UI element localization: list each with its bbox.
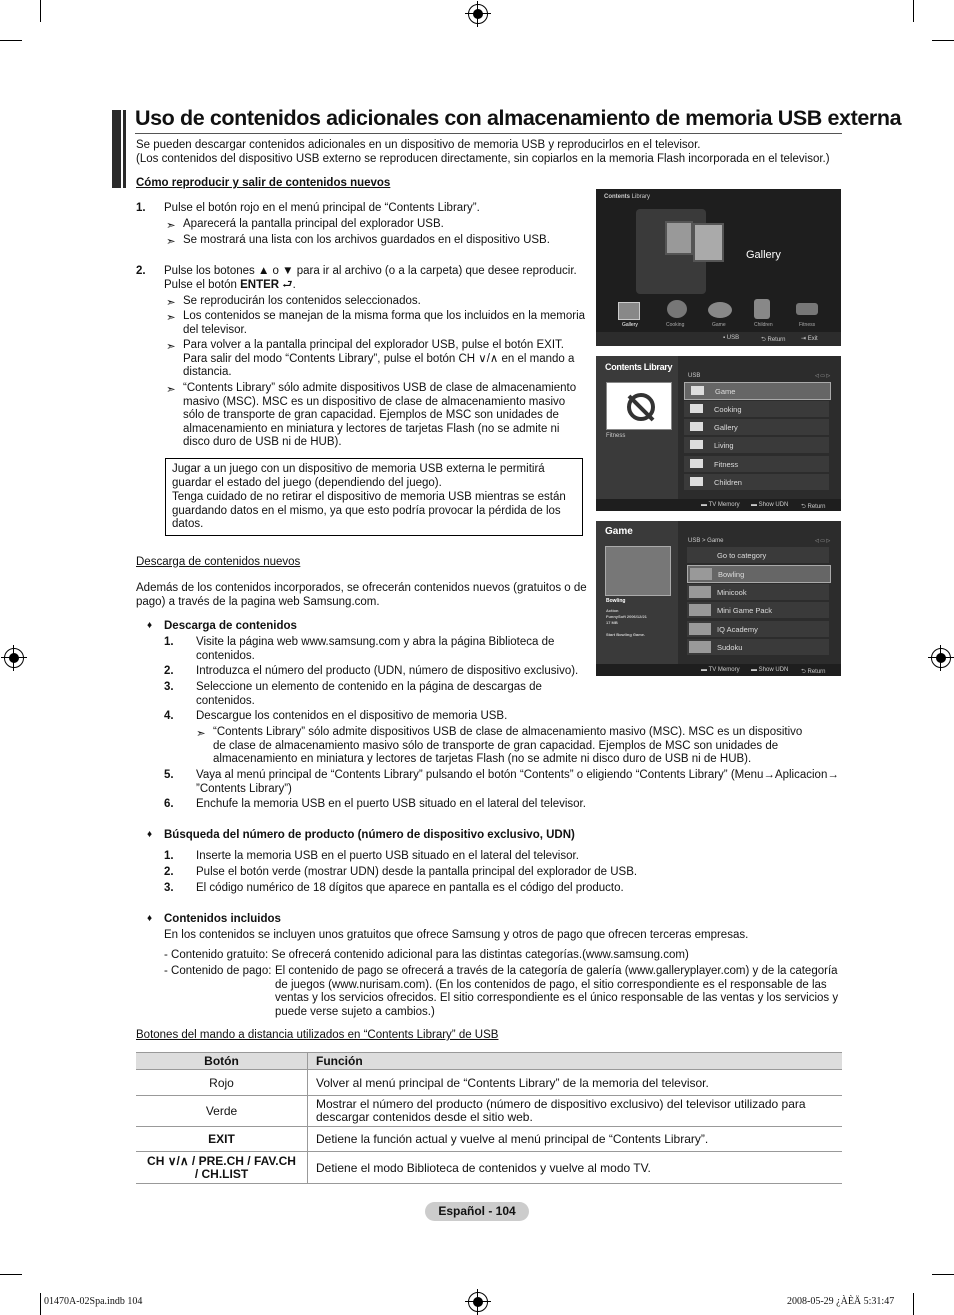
section-intro: Además de los contenidos incorporados, se ofrecerán contenidos nuevos (gratuitos o de pago) a través de la pagina web Samsung.com. (136, 582, 587, 608)
game-icon (708, 302, 732, 318)
fitness-icon (796, 303, 818, 315)
children-icon (754, 299, 770, 319)
bullet-title: Búsqueda del número de producto (número de dispositivo exclusivo, UDN) (164, 829, 575, 841)
registration-mark-bottom (468, 1292, 488, 1312)
table-cell: EXIT (136, 1127, 308, 1152)
table-cell: Verde (136, 1096, 308, 1127)
intro-line-1: Se pueden descargar contenidos adicionales en un dispositivo de memoria USB y reproducirlos en el televisor. (136, 139, 701, 151)
note-arrow-icon: ➣ (196, 728, 206, 740)
note-arrow-icon: ➣ (166, 384, 176, 396)
page-number: Español - 104 (425, 1202, 529, 1221)
cooking-icon (667, 300, 687, 318)
table-header: Función (308, 1053, 843, 1070)
page-title: Uso de contenidos adicionales con almacenamiento de memoria USB externa (135, 106, 902, 130)
note-arrow-icon: ➣ (166, 236, 176, 248)
note-arrow-icon: ➣ (166, 220, 176, 232)
table-cell: CH ∨/∧ / PRE.CH / FAV.CH / CH.LIST (136, 1152, 308, 1184)
picture-frame (693, 223, 724, 262)
note-arrow-icon: ➣ (166, 312, 176, 324)
bullet-icon: ♦ (147, 913, 153, 924)
step-number: 2. (136, 265, 146, 277)
title-rule (135, 133, 842, 134)
step-text: Pulse el botón rojo en el menú principal de “Contents Library”. (164, 202, 480, 214)
note-text: “Contents Library” sólo admite dispositivos USB de clase de almacenamiento masivo (MSC). MSC es un dispositivo de clase de almacenamiento masivo sólo de transporte de gran capacidad. Ejemplos de MSC son unidades de almacenamiento en miniatura y lectores de tarjetas Flash (no se admite ni disco duro de USB ni de HUB). (183, 382, 577, 448)
section-heading: Cómo reproducir y salir de contenidos nuevos (136, 177, 391, 189)
screenshot-contents-library-main: Contents Library Gallery Gallery Cooking Game Children Fitness ▪ USB ⮌ Return ⇥ Exit (596, 189, 841, 346)
table-header: Botón (136, 1053, 308, 1070)
bullet-title: Descarga de contenidos (164, 620, 297, 632)
bullet-icon: ♦ (147, 620, 153, 631)
gallery-icon (618, 302, 640, 320)
info-box-line: Tenga cuidado de no retirar el dispositivo de memoria USB mientras se están guardando datos en el mismo, ya que esto podría provocar la pérdida de los datos. (172, 491, 566, 530)
bullet-title: Contenidos incluidos (164, 913, 281, 925)
picture-frame (665, 221, 693, 255)
table-caption: Botones del mando a distancia utilizados en “Contents Library” de USB (136, 1029, 499, 1041)
note-arrow-icon: ➣ (166, 297, 176, 309)
table-cell: Detiene la función actual y vuelve al menú principal de “Contents Library”. (308, 1127, 843, 1152)
step-text: Pulse los botones ▲ o ▼ para ir al archivo (o a la carpeta) que desee reproducir. (164, 265, 577, 277)
step-number: 1. (136, 202, 146, 214)
screenshot-game-browser: Game Bowling Action FunnySoft 2006/12/21 17 MB Start Bowling Game. USB > Game ◁ ▭ ▷ Go to category Bowling Minicook Mini Game Pack IQ Academy Sudoku ▬ TV Memory ▬ Show UDN ⮌ Return (596, 521, 841, 676)
info-box-line: Jugar a un juego con un dispositivo de memoria USB externa le permitirá guardar el estado del juego (dependiendo del juego). (172, 463, 545, 489)
info-box (165, 458, 583, 536)
enter-icon: ⮐ (282, 279, 293, 291)
table-cell: Detiene el modo Biblioteca de contenidos y vuelve al modo TV. (308, 1152, 843, 1184)
registration-mark-top (468, 4, 488, 24)
bowling-image (605, 546, 671, 596)
note-text: Aparecerá la pantalla principal del explorador USB. (183, 218, 444, 230)
registration-mark-left (4, 648, 24, 668)
step-text-line2: Pulse el botón ENTER ⮐. (164, 279, 296, 291)
note-arrow-icon: ➣ (166, 341, 176, 353)
no-preview-icon (606, 382, 672, 430)
bullet-icon: ♦ (147, 829, 153, 840)
screenshot-usb-browser: Contents Library Fitness USB ◁ ▭ ▷ Game Cooking Gallery Living Fitness Children ▬ TV Memory ▬ Show UDN ⮌ Return (596, 356, 841, 511)
table-cell: Rojo (136, 1070, 308, 1096)
file-info: 01470A-02Spa.indb 104 (44, 1296, 143, 1307)
section-heading: Descarga de contenidos nuevos (136, 556, 301, 568)
buttons-table (136, 1052, 842, 1184)
note-text: Se reproducirán los contenidos seleccionados. (183, 295, 421, 307)
registration-mark-right (931, 648, 951, 668)
note-text: Para volver a la pantalla principal del explorador USB, pulse el botón EXIT. Para salir del modo “Contents Library”, pulse el botón CH ∨/∧ en el mando a distancia. (183, 339, 575, 378)
table-cell: Volver al menú principal de “Contents Library” de la memoria del televisor. (308, 1070, 843, 1096)
note-text: Se mostrará una lista con los archivos guardados en el dispositivo USB. (183, 234, 550, 246)
category-label: Gallery (746, 249, 781, 261)
intro-line-2: (Los contenidos del dispositivo USB externo se reproducen directamente, sin copiarlos en la memoria Flash incorporada en el televisor.) (136, 153, 830, 165)
note-text: Los contenidos se manejan de la misma forma que los incluidos en la memoria del televisor. (183, 310, 586, 336)
table-cell: Mostrar el número del producto (número de dispositivo exclusivo) del televisor utilizado para descargar contenidos desde el sitio web. (308, 1096, 843, 1127)
print-date: 2008-05-29 ¿ÀÈÄ 5:31:47 (787, 1296, 895, 1307)
note-text: “Contents Library” sólo admite dispositivos USB de clase de almacenamiento masivo (MSC). MSC es un dispositivo de clase de almacenamiento masivo sólo de transporte de gran capacidad. Ejemplos de MSC son unidades de almacenamiento en miniatura y lectores de tarjetas Flash (no se admite ni disco duro de USB ni de HUB). (213, 726, 803, 765)
